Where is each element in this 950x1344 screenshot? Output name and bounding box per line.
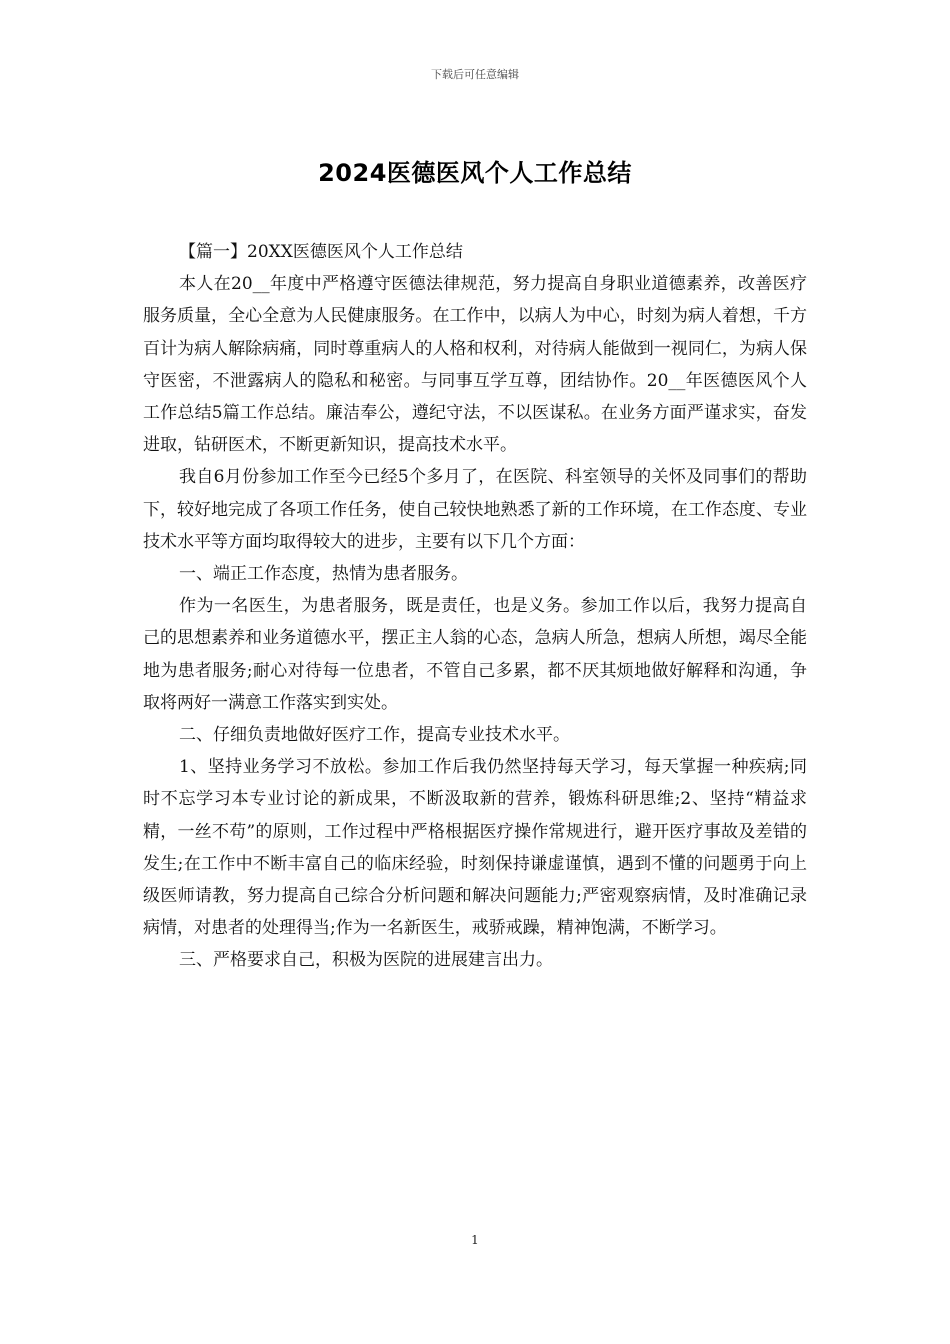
- paragraph-medical-work: 1、坚持业务学习不放松。参加工作后我仍然坚持每天学习，每天掌握一种疾病;同时不忘学习本专业讨论的新成果，不断汲取新的营养，锻炼科研思维;2、坚持“精益求精，一丝不苟”的原则，工作过程中严格根据医疗操作常规进行，避开医疗事故及差错的发生;在工作中不断丰富自己的临床经验，时刻保持谦虚谨慎，遇到不懂的问题勇于向上级医师请教，努力提高自己综合分析问题和解决问题能力;严密观察病情，及时准确记录病情，对患者的处理得当;作为一名新医生，戒骄戒躁，精神饱满，不断学习。: [143, 757, 807, 939]
- paragraph-attitude: 作为一名医生，为患者服务，既是责任，也是义务。参加工作以后，我努力提高自己的思想素养和业务道德水平，摆正主人翁的心态，急病人所急，想病人所想，竭尽全能地为患者服务;耐心对待每一位患者，不管自己多累，都不厌其烦地做好解释和沟通，争取将两好一满意工作落实到实处。: [143, 596, 807, 713]
- page-number: 1: [471, 1233, 479, 1247]
- section-heading-attitude: 一、端正工作态度，热情为患者服务。: [179, 564, 468, 585]
- document-title: 2024医德医风个人工作总结: [318, 159, 632, 187]
- page-header-note: 下载后可任意编辑: [431, 68, 519, 81]
- paragraph-intro: 本人在20__年度中严格遵守医德法律规范，努力提高自身职业道德素养，改善医疗服务质量，全心全意为人民健康服务。在工作中，以病人为中心，时刻为病人着想，千方百计为病人解除病痛，同时尊重病人的人格和权利，对待病人能做到一视同仁，为病人保守医密，不泄露病人的隐私和秘密。与同事互学互尊，团结协作。20__年医德医风个人工作总结5篇工作总结。廉洁奉公，遵纪守法，不以医谋私。在业务方面严谨求实，奋发进取，钻研医术，不断更新知识，提高技术水平。: [143, 274, 807, 456]
- section-heading-self-discipline: 三、严格要求自己，积极为医院的进展建言出力。: [179, 950, 553, 971]
- paragraph-work-overview: 我自6月份参加工作至今已经5个多月了，在医院、科室领导的关怀及同事们的帮助下，较好地完成了各项工作任务，使自己较快地熟悉了新的工作环境，在工作态度、专业技术水平等方面均取得较大的进步，主要有以下几个方面：: [143, 467, 807, 552]
- section-heading-part-one: 【篇一】20XX医德医风个人工作总结: [179, 242, 463, 262]
- document-body: [143, 236, 807, 977]
- section-heading-medical-work: 二、仔细负责地做好医疗工作，提高专业技术水平。: [179, 725, 570, 746]
